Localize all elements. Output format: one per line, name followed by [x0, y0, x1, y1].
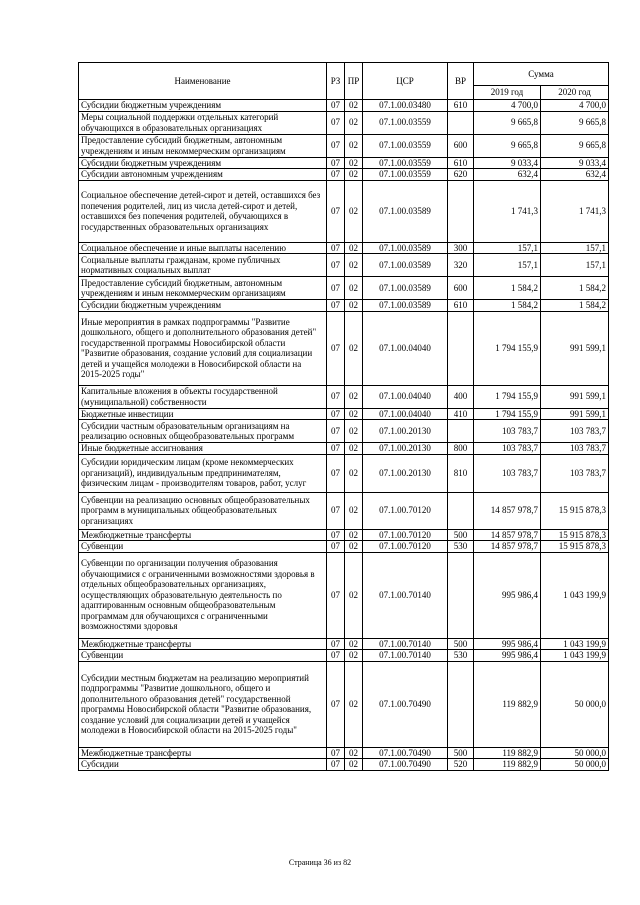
- row-sum-2019: 14 857 978,7: [474, 541, 541, 553]
- row-sum-2019: 1 794 155,9: [474, 385, 541, 408]
- row-csr: 07.1.00.03589: [363, 180, 448, 242]
- row-name: Субсидии юридическим лицам (кроме некоммерческих организаций), индивидуальным предпринимателям, физическим лицам - производителям товаров, работ, услуг: [79, 454, 327, 492]
- row-csr: 07.1.00.03559: [363, 169, 448, 181]
- row-pr: 02: [345, 385, 363, 408]
- row-pr: 02: [345, 408, 363, 420]
- row-sum-2020: 1 584,2: [541, 277, 609, 300]
- row-sum-2019: 119 882,9: [474, 759, 541, 771]
- table-row: [79, 552, 609, 638]
- row-pr: 02: [345, 420, 363, 443]
- row-vr: 500: [448, 529, 474, 541]
- row-vr: 500: [448, 638, 474, 650]
- row-sum-2019: 157,1: [474, 254, 541, 277]
- table-row: [79, 747, 609, 759]
- row-pr: 02: [345, 134, 363, 157]
- row-csr: 07.1.00.03559: [363, 157, 448, 169]
- row-rz: 07: [327, 180, 345, 242]
- row-pr: 02: [345, 169, 363, 181]
- row-sum-2019: 14 857 978,7: [474, 529, 541, 541]
- table-row: [79, 180, 609, 242]
- table-row: [79, 638, 609, 650]
- row-csr: 07.1.00.70490: [363, 661, 448, 747]
- row-csr: 07.1.00.03589: [363, 300, 448, 312]
- row-sum-2020: 1 584,2: [541, 300, 609, 312]
- row-csr: 07.1.00.70120: [363, 529, 448, 541]
- table-row: [79, 541, 609, 553]
- row-sum-2020: 4 700,0: [541, 100, 609, 112]
- row-vr: 410: [448, 408, 474, 420]
- page-number: Страница 36 из 82: [288, 858, 352, 867]
- row-vr: 610: [448, 300, 474, 312]
- row-pr: 02: [345, 638, 363, 650]
- row-csr: 07.1.00.70120: [363, 492, 448, 529]
- table-body: [79, 100, 609, 771]
- row-rz: 07: [327, 541, 345, 553]
- table-row: [79, 454, 609, 492]
- row-sum-2019: 1 794 155,9: [474, 408, 541, 420]
- row-pr: 02: [345, 552, 363, 638]
- col-header-rz: РЗ: [327, 63, 345, 100]
- row-sum-2020: 991 599,1: [541, 408, 609, 420]
- row-name: Бюджетные инвестиции: [79, 408, 327, 420]
- row-sum-2019: 119 882,9: [474, 747, 541, 759]
- row-name: Субсидии: [79, 759, 327, 771]
- row-csr: 07.1.00.70140: [363, 650, 448, 662]
- row-sum-2020: 632,4: [541, 169, 609, 181]
- row-csr: 07.1.00.20130: [363, 443, 448, 455]
- row-sum-2020: 9 665,8: [541, 134, 609, 157]
- budget-table: [78, 62, 609, 771]
- row-rz: 07: [327, 552, 345, 638]
- row-rz: 07: [327, 169, 345, 181]
- table-row: [79, 277, 609, 300]
- col-header-sum: Сумма: [474, 63, 609, 86]
- row-sum-2020: 15 915 878,3: [541, 492, 609, 529]
- row-sum-2019: 1 741,3: [474, 180, 541, 242]
- row-csr: 07.1.00.70490: [363, 759, 448, 771]
- row-pr: 02: [345, 454, 363, 492]
- row-sum-2019: 9 033,4: [474, 157, 541, 169]
- row-name: Субсидии автономным учреждениям: [79, 169, 327, 181]
- row-sum-2020: 50 000,0: [541, 747, 609, 759]
- row-vr: 810: [448, 454, 474, 492]
- row-pr: 02: [345, 300, 363, 312]
- row-vr: [448, 492, 474, 529]
- row-rz: 07: [327, 157, 345, 169]
- row-sum-2020: 15 915 878,3: [541, 541, 609, 553]
- row-csr: 07.1.00.03589: [363, 254, 448, 277]
- row-sum-2020: 50 000,0: [541, 661, 609, 747]
- row-pr: 02: [345, 180, 363, 242]
- row-vr: [448, 420, 474, 443]
- row-name: Иные бюджетные ассигнования: [79, 443, 327, 455]
- table-row: [79, 759, 609, 771]
- row-rz: 07: [327, 254, 345, 277]
- row-rz: 07: [327, 134, 345, 157]
- row-csr: 07.1.00.70140: [363, 552, 448, 638]
- row-vr: 610: [448, 157, 474, 169]
- row-sum-2020: 1 043 199,9: [541, 650, 609, 662]
- col-header-2019: 2019 год: [474, 86, 541, 100]
- table-row: [79, 254, 609, 277]
- row-sum-2019: 1 584,2: [474, 300, 541, 312]
- row-sum-2019: 4 700,0: [474, 100, 541, 112]
- row-sum-2020: 15 915 878,3: [541, 529, 609, 541]
- row-csr: 07.1.00.04040: [363, 385, 448, 408]
- row-name: Социальные выплаты гражданам, кроме публичных нормативных социальных выплат: [79, 254, 327, 277]
- table-row: [79, 420, 609, 443]
- row-sum-2020: 103 783,7: [541, 420, 609, 443]
- row-csr: 07.1.00.20130: [363, 454, 448, 492]
- row-rz: 07: [327, 300, 345, 312]
- row-sum-2019: 103 783,7: [474, 443, 541, 455]
- row-vr: 620: [448, 169, 474, 181]
- row-name: Субвенции на реализацию основных общеобразовательных программ в муниципальных общеобразовательных организациях: [79, 492, 327, 529]
- row-name: Предоставление субсидий бюджетным, автономным учреждениям и иным некоммерческим организациям: [79, 134, 327, 157]
- table-row: [79, 650, 609, 662]
- row-vr: [448, 311, 474, 385]
- row-sum-2020: 9 665,8: [541, 111, 609, 134]
- table-row: [79, 111, 609, 134]
- row-csr: 07.1.00.70140: [363, 638, 448, 650]
- row-sum-2020: 9 033,4: [541, 157, 609, 169]
- row-sum-2020: 1 741,3: [541, 180, 609, 242]
- row-pr: 02: [345, 661, 363, 747]
- row-name: Межбюджетные трансферты: [79, 747, 327, 759]
- row-rz: 07: [327, 100, 345, 112]
- row-rz: 07: [327, 529, 345, 541]
- row-pr: 02: [345, 157, 363, 169]
- table-row: [79, 492, 609, 529]
- row-sum-2020: 1 043 199,9: [541, 552, 609, 638]
- col-header-2020: 2020 год: [541, 86, 609, 100]
- row-pr: 02: [345, 759, 363, 771]
- row-csr: 07.1.00.20130: [363, 420, 448, 443]
- row-csr: 07.1.00.04040: [363, 408, 448, 420]
- row-pr: 02: [345, 311, 363, 385]
- row-vr: 300: [448, 242, 474, 254]
- col-header-name: Наименование: [79, 63, 327, 100]
- row-rz: 07: [327, 420, 345, 443]
- row-name: Иные мероприятия в рамках подпрограммы "Развитие дошкольного, общего и дополнительного образования детей" государственной программы Новосибирской области "Развитие образования, создание условий для социализации детей и учащейся молодежи в Новосибирской области на 2015-2025 годы": [79, 311, 327, 385]
- col-header-pr: ПР: [345, 63, 363, 100]
- row-sum-2020: 991 599,1: [541, 385, 609, 408]
- row-sum-2020: 103 783,7: [541, 443, 609, 455]
- row-name: Субсидии частным образовательным организациям на реализацию основных общеобразовательных программ: [79, 420, 327, 443]
- header-row: [79, 63, 609, 86]
- row-vr: 610: [448, 100, 474, 112]
- row-rz: 07: [327, 759, 345, 771]
- row-pr: 02: [345, 100, 363, 112]
- row-rz: 07: [327, 650, 345, 662]
- row-vr: 530: [448, 650, 474, 662]
- table-row: [79, 385, 609, 408]
- row-csr: 07.1.00.03559: [363, 111, 448, 134]
- row-pr: 02: [345, 747, 363, 759]
- row-vr: 600: [448, 134, 474, 157]
- row-vr: 500: [448, 747, 474, 759]
- row-sum-2020: 991 599,1: [541, 311, 609, 385]
- row-name: Социальное обеспечение детей-сирот и детей, оставшихся без попечения родителей, лиц из числа детей-сирот и детей, оставшихся без попечения родителей, обучающихся в государственных образовательных организациях: [79, 180, 327, 242]
- row-name: Субсидии местным бюджетам на реализацию мероприятий подпрограммы "Развитие дошкольного, общего и дополнительного образования детей" государственной программы Новосибирской области "Развитие образования, создание условий для социализации детей и учащейся молодежи в Новосибирской области на 2015-2025 годы": [79, 661, 327, 747]
- row-vr: 600: [448, 277, 474, 300]
- row-pr: 02: [345, 277, 363, 300]
- row-rz: 07: [327, 747, 345, 759]
- table-row: [79, 134, 609, 157]
- col-header-csr: ЦСР: [363, 63, 448, 100]
- row-sum-2020: 103 783,7: [541, 454, 609, 492]
- row-rz: 07: [327, 311, 345, 385]
- row-rz: 07: [327, 661, 345, 747]
- row-sum-2019: 1 794 155,9: [474, 311, 541, 385]
- row-rz: 07: [327, 408, 345, 420]
- table-row: [79, 242, 609, 254]
- row-rz: 07: [327, 277, 345, 300]
- row-csr: 07.1.00.03480: [363, 100, 448, 112]
- row-vr: 520: [448, 759, 474, 771]
- row-sum-2019: 119 882,9: [474, 661, 541, 747]
- row-sum-2019: 103 783,7: [474, 454, 541, 492]
- row-csr: 07.1.00.70490: [363, 747, 448, 759]
- row-pr: 02: [345, 529, 363, 541]
- table-row: [79, 443, 609, 455]
- row-vr: [448, 552, 474, 638]
- row-sum-2019: 995 986,4: [474, 552, 541, 638]
- row-sum-2020: 1 043 199,9: [541, 638, 609, 650]
- row-pr: 02: [345, 242, 363, 254]
- row-csr: 07.1.00.04040: [363, 311, 448, 385]
- row-vr: [448, 661, 474, 747]
- table-row: [79, 300, 609, 312]
- row-sum-2019: 157,1: [474, 242, 541, 254]
- row-vr: [448, 180, 474, 242]
- row-sum-2019: 995 986,4: [474, 650, 541, 662]
- row-sum-2019: 14 857 978,7: [474, 492, 541, 529]
- row-name: Субсидии бюджетным учреждениям: [79, 157, 327, 169]
- row-rz: 07: [327, 454, 345, 492]
- row-vr: 530: [448, 541, 474, 553]
- row-name: Субвенции по организации получения образования обучающимися с ограниченными возможностями здоровья в отдельных общеобразовательных организациях, осуществляющих образовательную деятельность по адаптированным основным общеобразовательным программам для обучающихся с ограниченными возможностями здоровья: [79, 552, 327, 638]
- row-sum-2020: 50 000,0: [541, 759, 609, 771]
- row-rz: 07: [327, 638, 345, 650]
- row-name: Субсидии бюджетным учреждениям: [79, 100, 327, 112]
- table-row: [79, 529, 609, 541]
- col-header-vr: ВР: [448, 63, 474, 100]
- row-rz: 07: [327, 492, 345, 529]
- row-name: Капитальные вложения в объекты государственной (муниципальной) собственности: [79, 385, 327, 408]
- row-rz: 07: [327, 242, 345, 254]
- row-pr: 02: [345, 541, 363, 553]
- row-sum-2019: 1 584,2: [474, 277, 541, 300]
- row-name: Субвенции: [79, 541, 327, 553]
- row-csr: 07.1.00.70120: [363, 541, 448, 553]
- row-vr: [448, 111, 474, 134]
- row-pr: 02: [345, 443, 363, 455]
- table-row: [79, 661, 609, 747]
- row-name: Социальное обеспечение и иные выплаты населению: [79, 242, 327, 254]
- row-sum-2019: 103 783,7: [474, 420, 541, 443]
- table-row: [79, 157, 609, 169]
- row-csr: 07.1.00.03589: [363, 242, 448, 254]
- row-pr: 02: [345, 492, 363, 529]
- row-sum-2019: 632,4: [474, 169, 541, 181]
- row-pr: 02: [345, 111, 363, 134]
- row-name: Меры социальной поддержки отдельных категорий обучающихся в образовательных организациях: [79, 111, 327, 134]
- row-sum-2019: 9 665,8: [474, 134, 541, 157]
- row-pr: 02: [345, 650, 363, 662]
- table-row: [79, 169, 609, 181]
- row-rz: 07: [327, 111, 345, 134]
- row-vr: 320: [448, 254, 474, 277]
- row-vr: 400: [448, 385, 474, 408]
- row-vr: 800: [448, 443, 474, 455]
- table-row: [79, 408, 609, 420]
- row-sum-2020: 157,1: [541, 254, 609, 277]
- row-name: Субсидии бюджетным учреждениям: [79, 300, 327, 312]
- row-rz: 07: [327, 385, 345, 408]
- row-sum-2019: 995 986,4: [474, 638, 541, 650]
- table-row: [79, 100, 609, 112]
- row-csr: 07.1.00.03559: [363, 134, 448, 157]
- row-name: Субвенции: [79, 650, 327, 662]
- row-rz: 07: [327, 443, 345, 455]
- row-sum-2020: 157,1: [541, 242, 609, 254]
- row-name: Предоставление субсидий бюджетным, автономным учреждениям и иным некоммерческим организациям: [79, 277, 327, 300]
- row-name: Межбюджетные трансферты: [79, 638, 327, 650]
- row-sum-2019: 9 665,8: [474, 111, 541, 134]
- row-pr: 02: [345, 254, 363, 277]
- row-name: Межбюджетные трансферты: [79, 529, 327, 541]
- row-csr: 07.1.00.03589: [363, 277, 448, 300]
- table-row: [79, 311, 609, 385]
